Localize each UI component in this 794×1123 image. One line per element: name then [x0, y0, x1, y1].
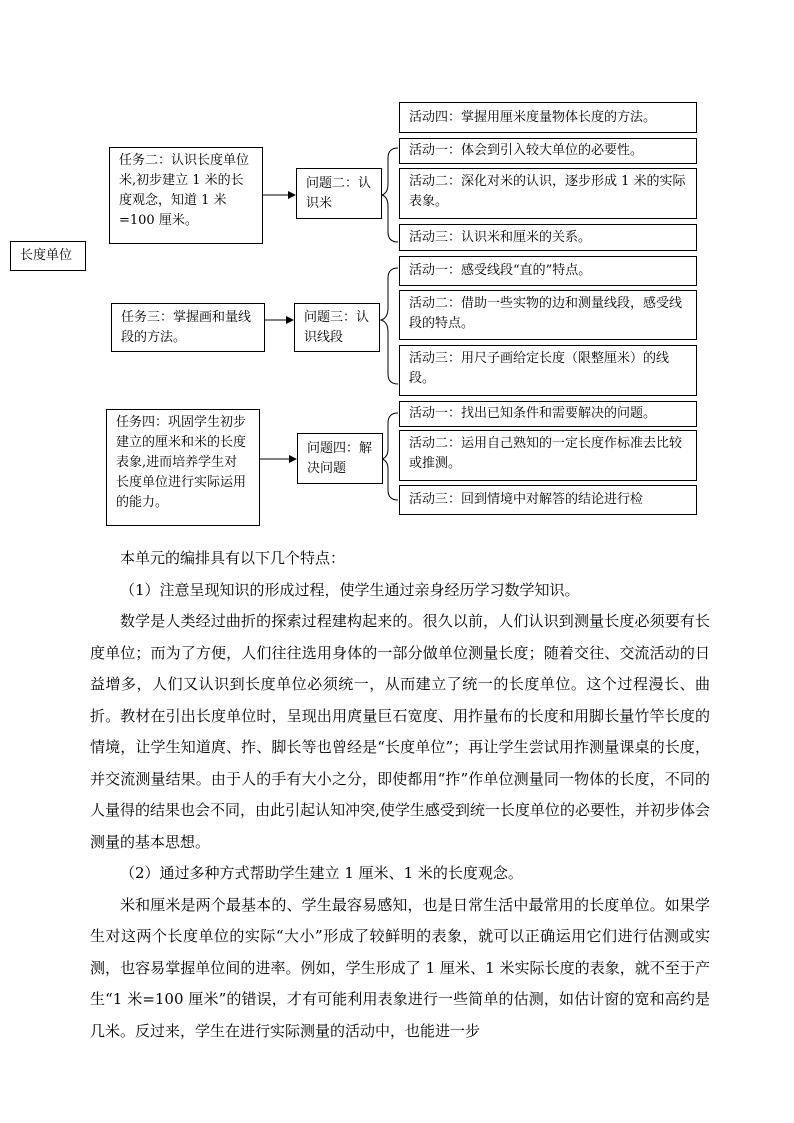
activity-box [399, 256, 697, 286]
activity-box [399, 102, 697, 133]
question4-label: 问题四：解决问题 [307, 440, 373, 476]
activity-label: 活动三：回到情境中对解答的结论进行检 [409, 492, 644, 507]
activity-box [399, 485, 697, 515]
paragraph: （2）通过多种方式帮助学生建立 1 厘米、1 米的长度观念。 [120, 864, 523, 882]
paragraph: （1）注意呈现知识的形成过程，使学生通过亲身经历学习数学知识。 [120, 580, 580, 599]
activity-label: 活动三：用尺子画给定长度（限整厘米）的线段。 [409, 351, 670, 386]
activity-box [399, 138, 697, 164]
task2-box [109, 147, 263, 244]
activity-label: 活动一：体会到引入较大单位的必要性。 [409, 143, 644, 158]
question3-box [294, 303, 380, 352]
activity-label: 活动二：借助一些实物的边和测量线段，感受线段的特点。 [409, 296, 683, 331]
task3-box [111, 303, 265, 352]
root-node [10, 241, 86, 271]
activity-box [399, 224, 697, 251]
activity-box [399, 290, 697, 340]
task4-label: 任务四：巩固学生初步建立的厘米和米的长度表象,进而培养学生对长度单位进行实际运用的能力。 [116, 415, 247, 510]
root-label: 长度单位 [20, 248, 73, 263]
task2-label: 任务二：认识长度单位米,初步建立 1 米的长度观念，知道 1 米=100 厘米。 [119, 153, 250, 228]
paragraph: 数学是人类经过曲折的探索过程建构起来的。很久以前，人们认识到测量长度必须要有长度单位；而为了方便，人们往往选用身体的一部分做单位测量长度；随着交往、交流活动的日益增多，人们又认识到长度单位必须统一，从而建立了统一的长度单位。这个过程漫长、曲折。教材在引出长度单位时，呈现出用庹量巨石宽度、用拃量布的长度和用脚长量竹竿长度的情境，让学生知道庹、拃、脚长等也曾经是“长度单位”；再让学生尝试用拃测量课桌的长度，并交流测量结果。由于人的手有大小之分，即使都用“拃”作单位测量同一物体的长度，不同的人量得的结果也会不同，由此引起认知冲突,使学生感受到统一长度单位的必要性，并初步体会测量的基本思想。 [90, 612, 710, 851]
activity-label: 活动二：运用自己熟知的一定长度作标准去比较或推测。 [409, 436, 683, 471]
body-text [90, 543, 710, 1047]
activity-box [399, 430, 697, 481]
activity-box [399, 345, 697, 396]
activity-box [399, 401, 697, 427]
activity-box [399, 168, 697, 219]
question4-box [297, 433, 383, 484]
task4-box [106, 409, 260, 526]
question2-label: 问题二：认识米 [306, 175, 372, 211]
activity-label: 活动四：掌握用厘米度量物体长度的方法。 [409, 109, 657, 125]
paragraph: 本单元的编排具有以下几个特点： [120, 549, 346, 567]
activity-label: 活动三：认识米和厘米的关系。 [409, 229, 592, 245]
question3-label: 问题三：认识线段 [304, 309, 370, 345]
activity-label: 活动二：深化对米的认识，逐步形成 1 米的实际表象。 [409, 174, 686, 209]
activity-label: 活动一：感受线段“直的”特点。 [409, 263, 592, 278]
paragraph: 米和厘米是两个最基本的、学生最容易感知，也是日常生活中最常用的长度单位。如果学生对这两个长度单位的实际“大小”形成了较鲜明的表象，就可以正确运用它们进行估测或实测，也容易掌握单位间的进率。例如，学生形成了 1 厘米、1 米实际长度的表象，就不至于产生“1 米=100 厘米”的错误，才有可能利用表象进行一些简单的估测，如估计窗的宽和高约是几米。反过来，学生在进行实际测量的活动中，也能进一步 [90, 895, 710, 1040]
task3-label: 任务三：掌握画和量线段的方法。 [121, 309, 252, 345]
question2-box [296, 168, 382, 219]
activity-label: 活动一：找出已知条件和需要解决的问题。 [409, 406, 657, 421]
